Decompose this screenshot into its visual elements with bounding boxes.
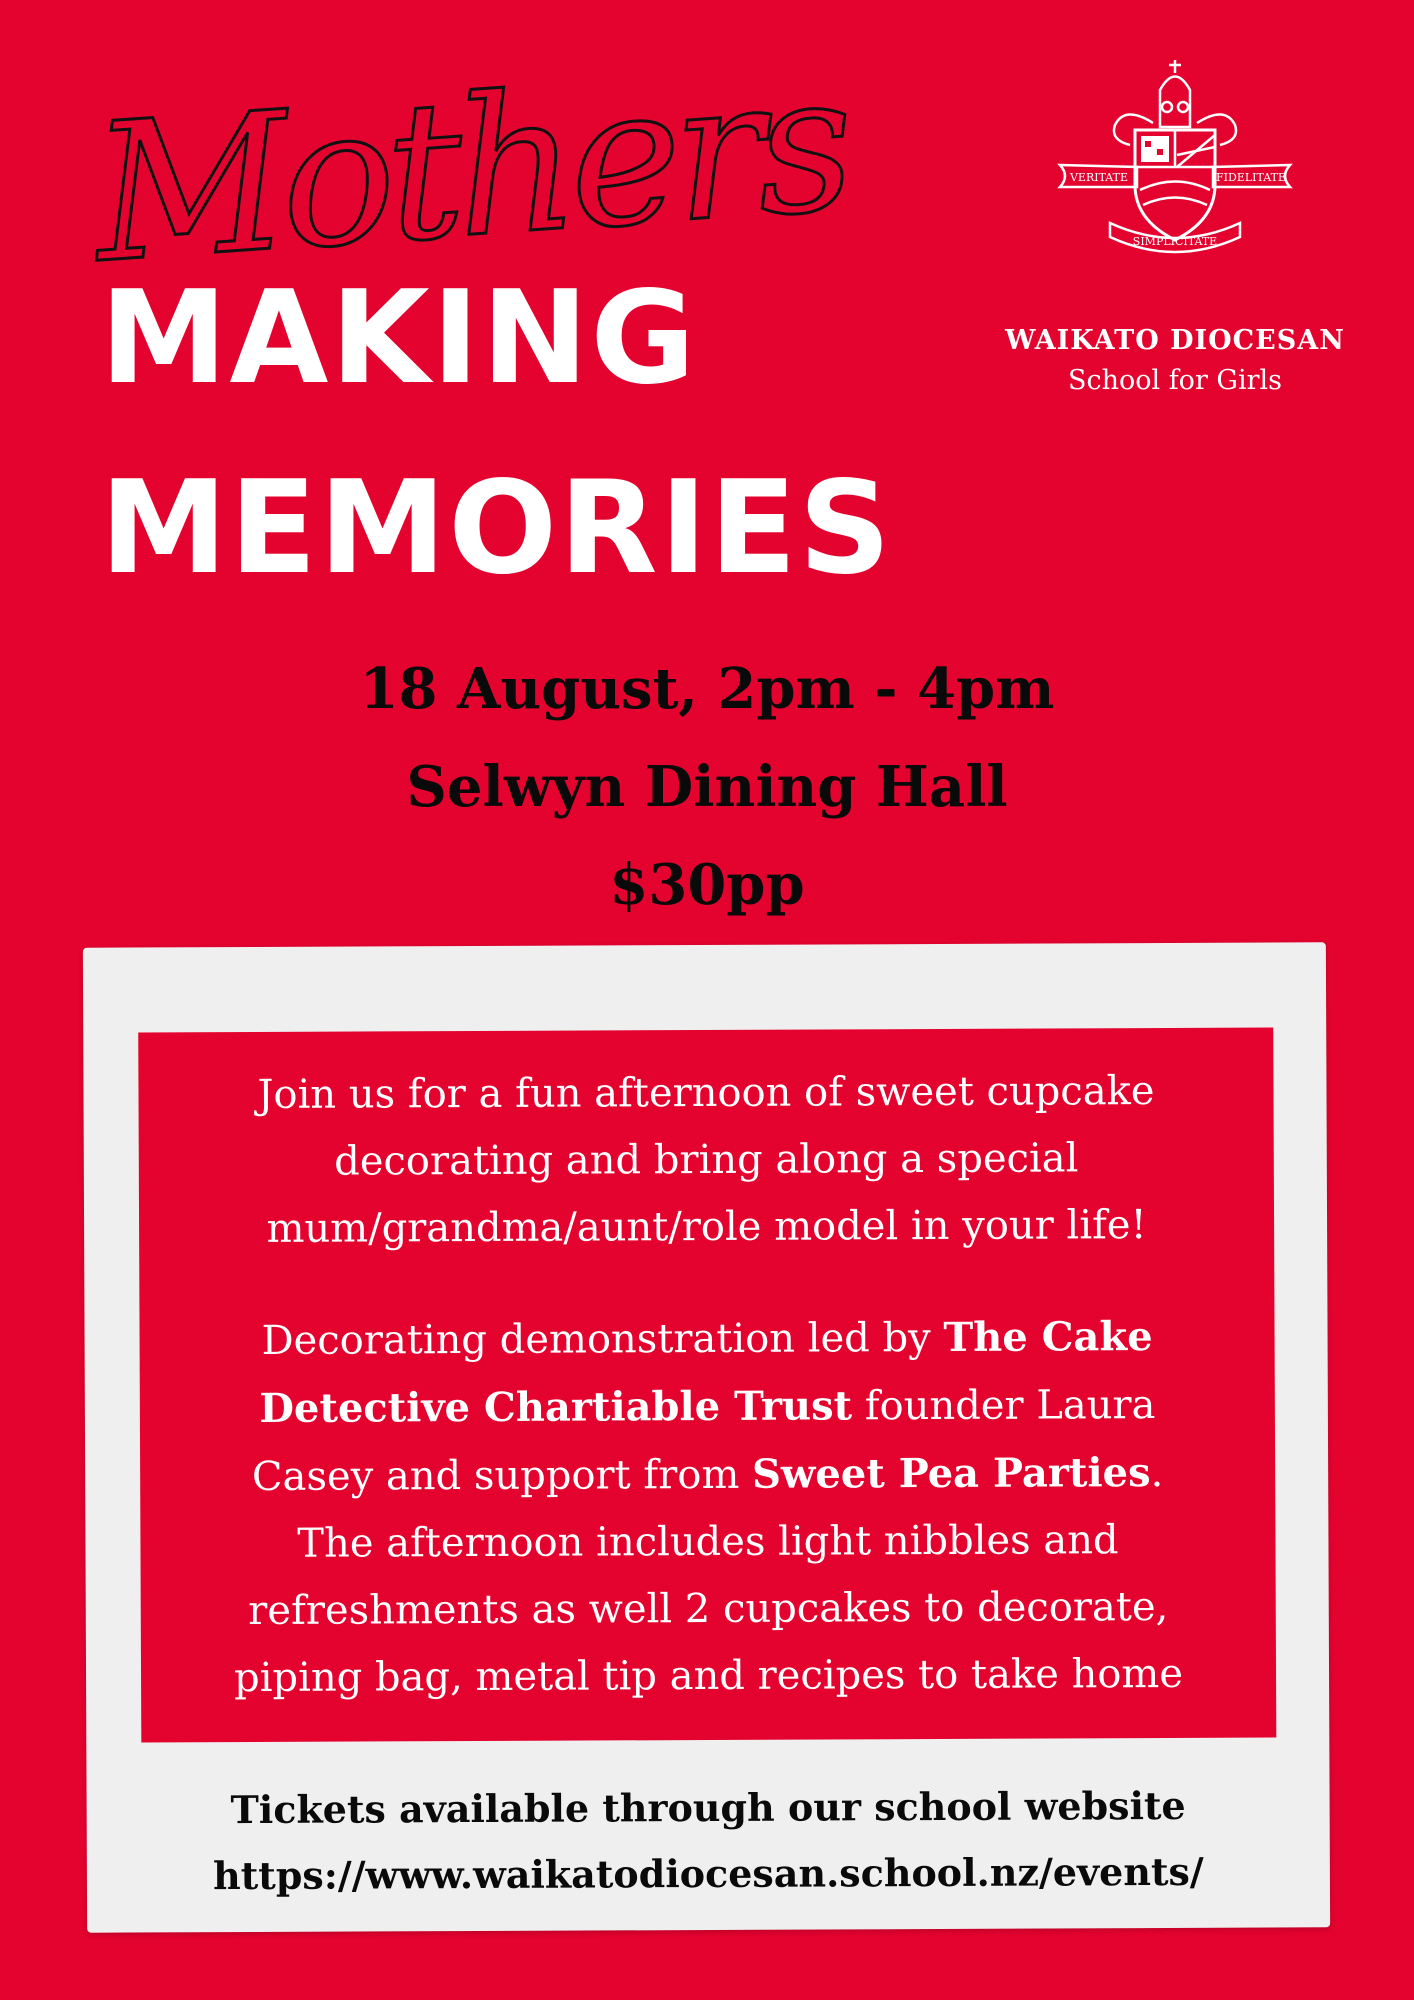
desc-text: Decorating demonstration led by — [261, 1314, 944, 1364]
tickets-text: Tickets available through our school website — [230, 1782, 1186, 1833]
desc-text: founder Laura — [851, 1382, 1156, 1430]
motto-right: FIDELITATE — [1216, 171, 1286, 184]
sponsor-name: Sweet Pea Parties — [751, 1449, 1151, 1498]
desc-line: The afternoon includes light nibbles and — [297, 1517, 1119, 1567]
organiser-name-part2: Detective Chartiable Trust — [259, 1382, 853, 1432]
description-paragraph-2 — [139, 1303, 1276, 1713]
tickets-info — [86, 1772, 1330, 1909]
event-info — [0, 640, 1414, 934]
event-venue: Selwyn Dining Hall — [406, 754, 1008, 820]
desc-line: piping bag, metal tip and recipes to take home — [233, 1650, 1184, 1702]
event-price: $30pp — [609, 852, 805, 918]
motto-left: VERITATE — [1069, 171, 1129, 184]
description-panel — [138, 1028, 1276, 1743]
desc-line: decorating and bring along a special — [334, 1135, 1079, 1185]
description-paragraph-1 — [138, 1058, 1274, 1264]
school-crest-icon — [1055, 55, 1295, 250]
desc-line: refreshments as well 2 cupcakes to decorate, — [248, 1583, 1169, 1635]
info-card — [83, 942, 1330, 1932]
motto-bottom: SIMPLICITATE — [1132, 235, 1218, 248]
script-word: Mothers — [86, 32, 853, 305]
tickets-url-link[interactable]: https://www.waikatodiocesan.school.nz/events/ — [212, 1848, 1204, 1899]
desc-text: . — [1150, 1450, 1164, 1497]
desc-line: mum/grandma/aunt/role model in your life! — [266, 1202, 1147, 1252]
desc-line: Join us for a fun afternoon of sweet cupcake — [257, 1068, 1155, 1118]
organiser-name-part1: The Cake — [943, 1313, 1153, 1361]
headline-making: MAKING — [100, 264, 698, 413]
school-name: WAIKATO DIOCESAN — [1005, 325, 1345, 356]
desc-text: Casey and support from — [251, 1451, 753, 1500]
headline-memories: MEMORIES — [100, 454, 893, 603]
school-logo — [995, 55, 1355, 396]
school-subtitle: School for Girls — [1067, 365, 1283, 396]
event-date-time: 18 August, 2pm - 4pm — [359, 656, 1055, 722]
